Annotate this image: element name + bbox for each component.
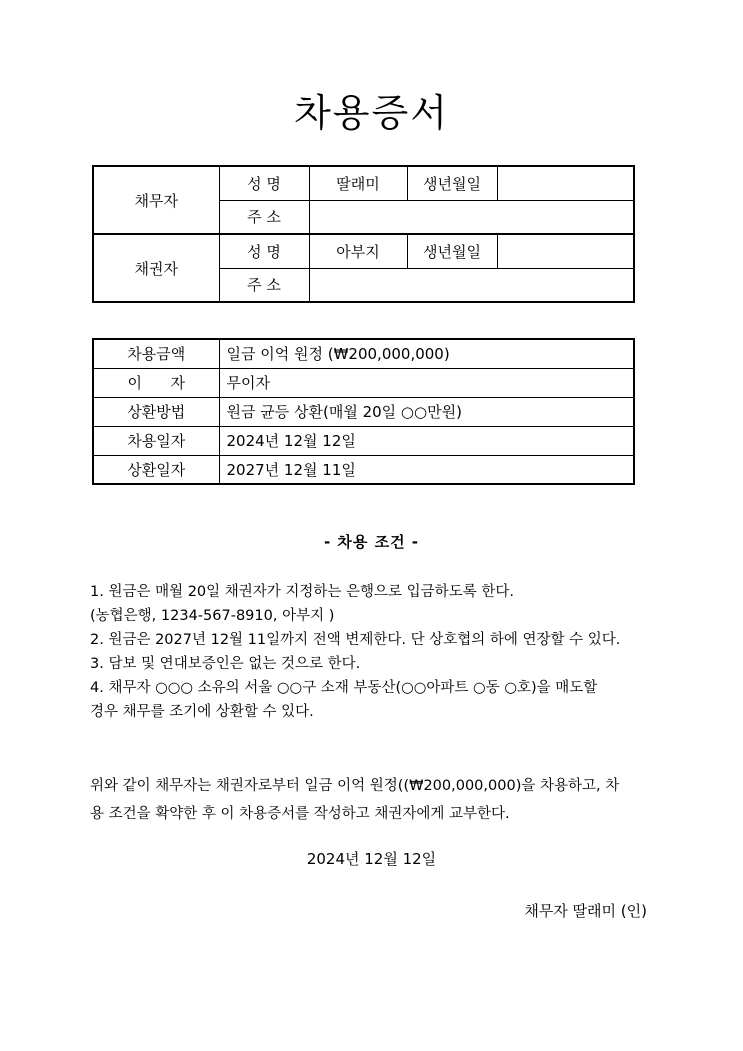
term-line: 1. 원금은 매월 20일 채권자가 지정하는 은행으로 입금하도록 한다.: [90, 584, 514, 600]
loan-label: 이 자: [93, 368, 219, 397]
loan-row-interest: [93, 368, 634, 397]
creditor-address-value: [309, 268, 634, 302]
term-line: 3. 담보 및 연대보증인은 없는 것으로 한다.: [90, 656, 361, 672]
creditor-birth-label: 생년월일: [407, 234, 497, 268]
creditor-name-label: 성 명: [219, 234, 309, 268]
loan-label: 상환방법: [93, 397, 219, 426]
closing-line: 위와 같이 채무자는 채권자로부터 일금 이억 원정((₩200,000,000)을 차용하고, 차: [90, 778, 620, 794]
closing-statement: [90, 772, 656, 828]
loan-value: 일금 이억 원정 (₩200,000,000): [219, 339, 634, 368]
term-line: (농협은행, 1234-567-8910, 아부지 ): [90, 608, 335, 624]
loan-row-repay-date: [93, 455, 634, 484]
loan-row-amount: [93, 339, 634, 368]
term-line: 2. 원금은 2027년 12월 11일까지 전액 변제한다. 단 상호협의 하에 연장할 수 있다.: [90, 632, 621, 648]
closing-line: 용 조건을 확약한 후 이 차용증서를 작성하고 채권자에게 교부한다.: [90, 806, 510, 822]
creditor-address-label: 주 소: [219, 268, 309, 302]
debtor-signature: 채무자 딸래미 (인): [524, 902, 647, 920]
loan-label: 상환일자: [93, 455, 219, 484]
debtor-name-value: 딸래미: [309, 166, 407, 200]
loan-row-repayment-method: [93, 397, 634, 426]
creditor-name-value: 아부지: [309, 234, 407, 268]
loan-details-table: [92, 338, 635, 485]
signing-date: 2024년 12월 12일: [306, 850, 437, 868]
loan-value: 무이자: [219, 368, 634, 397]
debtor-birth-label: 생년월일: [407, 166, 497, 200]
debtor-address-value: [309, 200, 634, 234]
party-info-table: [92, 165, 635, 303]
loan-row-borrow-date: [93, 426, 634, 455]
loan-label: 차용일자: [93, 426, 219, 455]
creditor-birth-value: [497, 234, 634, 268]
loan-value: 원금 균등 상환(매월 20일 ○○만원): [219, 397, 634, 426]
debtor-name-label: 성 명: [219, 166, 309, 200]
loan-value: 2024년 12월 12일: [219, 426, 634, 455]
loan-label: 차용금액: [93, 339, 219, 368]
debtor-address-label: 주 소: [219, 200, 309, 234]
terms-list: [90, 580, 656, 724]
debtor-birth-value: [497, 166, 634, 200]
creditor-role-label: 채권자: [93, 234, 219, 302]
term-line: 경우 채무를 조기에 상환할 수 있다.: [90, 704, 314, 720]
document-title: 차용증서: [294, 91, 449, 135]
term-line: 4. 채무자 ○○○ 소유의 서울 ○○구 소재 부동산(○○아파트 ○동 ○호)을 매도할: [90, 680, 598, 696]
loan-value: 2027년 12월 11일: [219, 455, 634, 484]
debtor-role-label: 채무자: [93, 166, 219, 234]
terms-heading: - 차용 조건 -: [323, 533, 420, 551]
